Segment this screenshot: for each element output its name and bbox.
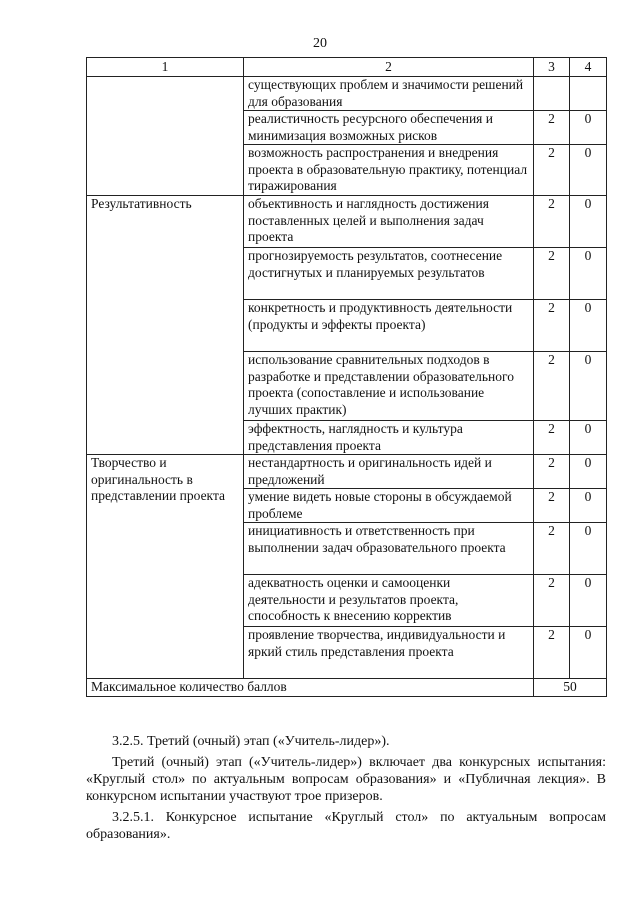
max-score-cell: 2 xyxy=(534,627,570,679)
group-cell-continued xyxy=(87,77,244,196)
max-score-cell: 2 xyxy=(534,421,570,455)
max-score-cell: 2 xyxy=(534,145,570,196)
table-row xyxy=(87,77,607,111)
min-score-cell xyxy=(570,77,607,111)
min-score-cell: 0 xyxy=(570,352,607,421)
section-heading: 3.2.5. Третий (очный) этап («Учитель-лидер»). xyxy=(112,734,390,749)
criterion-cell: прогнозируемость результатов, соотнесение достигнутых и планируемых результатов xyxy=(244,248,534,300)
criterion-cell: конкретность и продуктивность деятельности (продукты и эффекты проекта) xyxy=(244,300,534,352)
header-cell-2: 2 xyxy=(244,58,534,77)
criterion-cell: реалистичность ресурсного обеспечения и минимизация возможных рисков xyxy=(244,111,534,145)
header-cell-3: 3 xyxy=(534,58,570,77)
criterion-cell: объективность и наглядность достижения поставленных целей и выполнения задач проекта xyxy=(244,196,534,248)
criteria-table xyxy=(86,57,607,697)
criterion-cell: эффектность, наглядность и культура представления проекта xyxy=(244,421,534,455)
max-score-cell: 2 xyxy=(534,352,570,421)
min-score-cell: 0 xyxy=(570,627,607,679)
body-text xyxy=(86,733,606,843)
total-value: 50 xyxy=(534,679,607,697)
max-score-cell: 2 xyxy=(534,300,570,352)
criterion-cell: существующих проблем и значимости решений для образования xyxy=(244,77,534,111)
criterion-cell: умение видеть новые стороны в обсуждаемой проблеме xyxy=(244,489,534,523)
criterion-cell: нестандартность и оригинальность идей и предложений xyxy=(244,455,534,489)
table-row xyxy=(87,196,607,248)
min-score-cell: 0 xyxy=(570,111,607,145)
min-score-cell: 0 xyxy=(570,248,607,300)
min-score-cell: 0 xyxy=(570,455,607,489)
total-row xyxy=(87,679,607,697)
total-label: Максимальное количество баллов xyxy=(87,679,534,697)
header-cell-1: 1 xyxy=(87,58,244,77)
criterion-cell: инициативность и ответственность при выполнении задач образовательного проекта xyxy=(244,523,534,575)
table-row xyxy=(87,455,607,489)
max-score-cell: 2 xyxy=(534,489,570,523)
page-number: 20 xyxy=(313,36,327,51)
min-score-cell: 0 xyxy=(570,300,607,352)
max-score-cell: 2 xyxy=(534,111,570,145)
min-score-cell: 0 xyxy=(570,489,607,523)
header-cell-4: 4 xyxy=(570,58,607,77)
table-header-row xyxy=(87,58,607,77)
paragraph: Третий (очный) этап («Учитель-лидер») включает два конкурсных испытания: «Круглый стол» по актуальным вопросам образования» и «Публичная лекция». В конкурсном испытании участвуют трое призеров. xyxy=(86,755,606,804)
max-score-cell xyxy=(534,77,570,111)
criterion-cell: адекватность оценки и самооценки деятельности и результатов проекта, способность к внесению корректив xyxy=(244,575,534,627)
criterion-cell: возможность распространения и внедрения проекта в образовательную практику, потенциал тиражирования xyxy=(244,145,534,196)
group-name-cell: Творчество и оригинальность в представлении проекта xyxy=(87,455,244,679)
max-score-cell: 2 xyxy=(534,455,570,489)
subsection-heading: 3.2.5.1. Конкурсное испытание «Круглый стол» по актуальным вопросам образования». xyxy=(86,810,606,842)
min-score-cell: 0 xyxy=(570,523,607,575)
min-score-cell: 0 xyxy=(570,421,607,455)
max-score-cell: 2 xyxy=(534,196,570,248)
group-name-cell: Результативность xyxy=(87,196,244,455)
min-score-cell: 0 xyxy=(570,145,607,196)
max-score-cell: 2 xyxy=(534,248,570,300)
min-score-cell: 0 xyxy=(570,575,607,627)
min-score-cell: 0 xyxy=(570,196,607,248)
criterion-cell: проявление творчества, индивидуальности и яркий стиль представления проекта xyxy=(244,627,534,679)
max-score-cell: 2 xyxy=(534,575,570,627)
criterion-cell: использование сравнительных подходов в разработке и представлении образовательного проекта (сопоставление и использование лучших практик) xyxy=(244,352,534,421)
max-score-cell: 2 xyxy=(534,523,570,575)
